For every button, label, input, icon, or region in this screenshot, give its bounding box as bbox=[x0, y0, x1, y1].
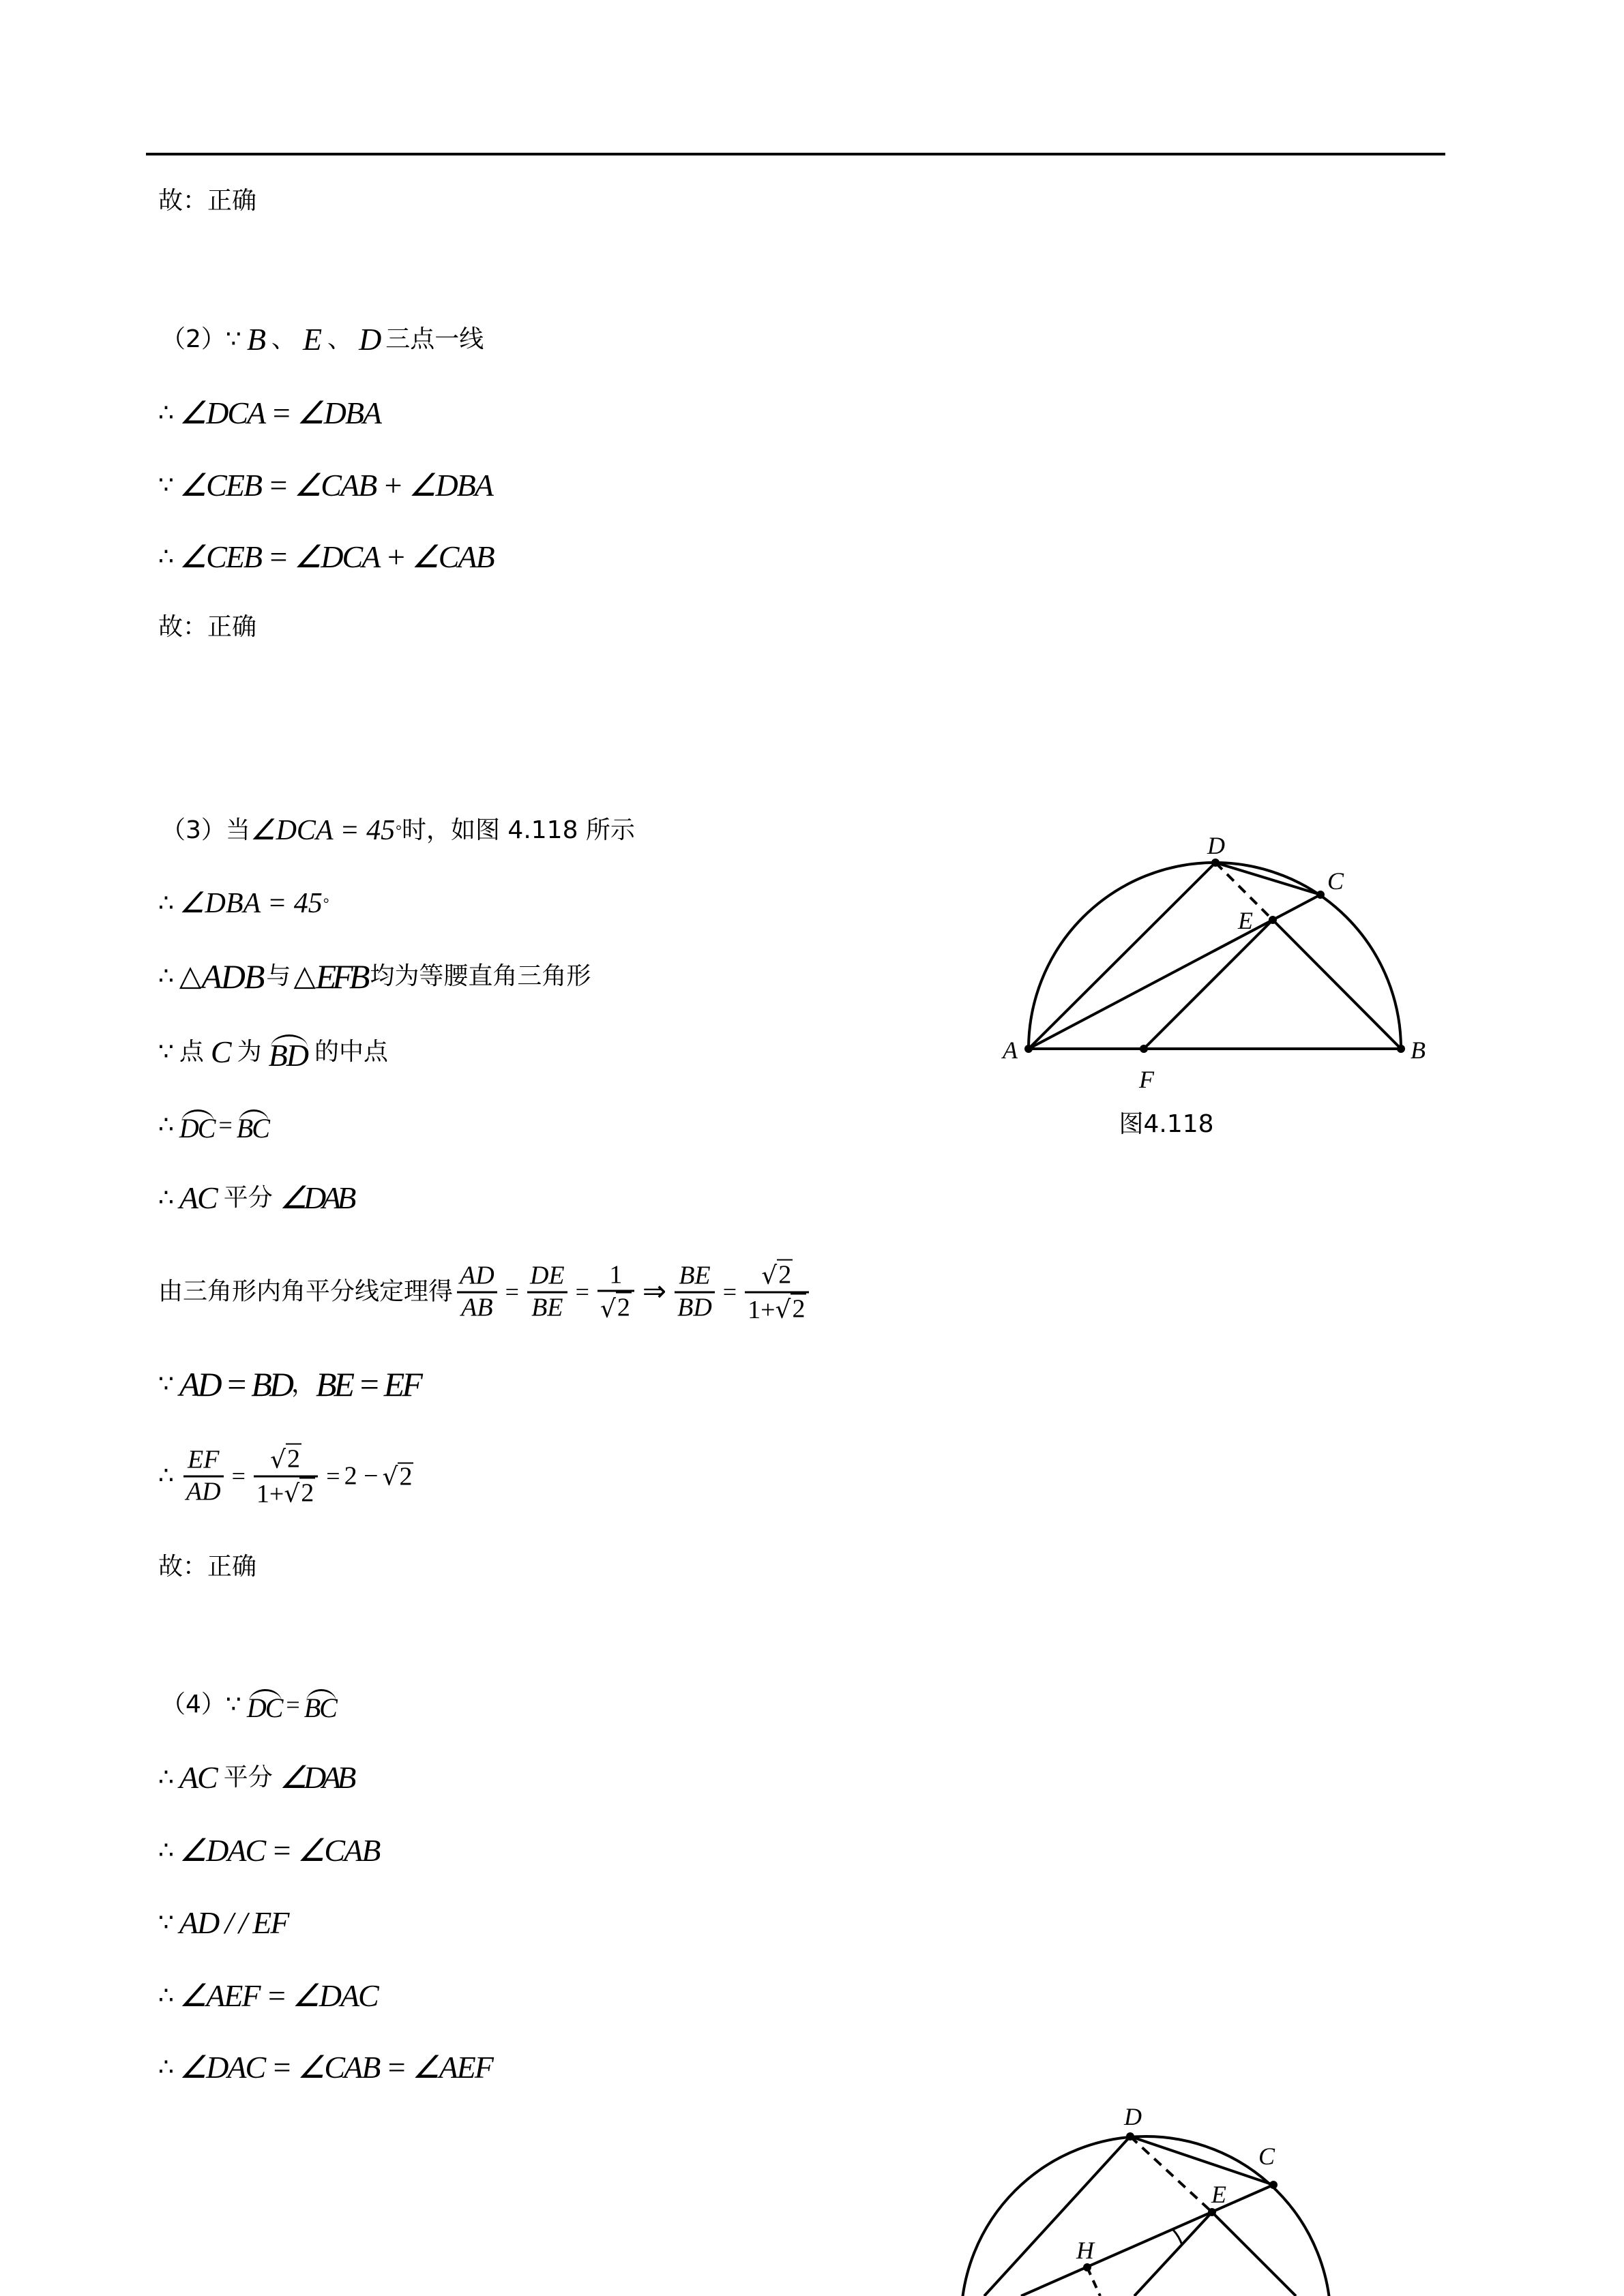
segment-c-e-h bbox=[1021, 2185, 1273, 2296]
section3-line-4: ∴ DC = BC bbox=[158, 1108, 269, 1142]
figure-2 bbox=[961, 2136, 1331, 2296]
section4-heading: （4） ∵ DC = BC bbox=[161, 1688, 336, 1722]
section3-line-7: ∵ AD = BD ， BE = EF bbox=[158, 1365, 420, 1403]
label-b: B bbox=[1411, 1037, 1426, 1064]
section2-line-2: ∵ ∠CEB = ∠CAB + ∠DBA bbox=[158, 468, 492, 503]
section2-line-1: ∴ ∠DCA = ∠DBA bbox=[158, 396, 381, 430]
fraction-1-sqrt2: 1 √ 2 bbox=[597, 1260, 634, 1324]
label-h-2: H bbox=[1076, 2237, 1094, 2264]
label-d: D bbox=[1207, 832, 1225, 859]
figure-caption: 图4.118 bbox=[1119, 1110, 1214, 1138]
arc-bc: BC bbox=[237, 1108, 269, 1142]
section4-line-3: ∵ AD / / EF bbox=[158, 1905, 289, 1940]
fraction-ef-ad: $\frac{EF}{AD}$ bbox=[183, 1446, 224, 1507]
section3-conclusion: 故：正确 bbox=[158, 1553, 257, 1581]
segment-ac bbox=[1029, 895, 1320, 1049]
section3-line-1: ∴ ∠DBA = 45 ° bbox=[158, 888, 329, 919]
section4-line-4: ∴ ∠AEF = ∠DAC bbox=[158, 1978, 378, 2013]
arc-dc: DC bbox=[247, 1688, 282, 1722]
fraction-de-be: $\frac{DE}{BE}$ bbox=[527, 1262, 567, 1323]
segment-eb bbox=[1273, 920, 1401, 1049]
angle-mark bbox=[1173, 2230, 1182, 2245]
section2-line-3: ∴ ∠CEB = ∠DCA + ∠CAB bbox=[158, 539, 494, 574]
section3-heading: （3） 当 ∠DCA = 45 ° 时，如图 4.118 所示 bbox=[161, 815, 635, 846]
segment-ef bbox=[1144, 920, 1273, 1049]
section3-line-3: ∵ 点 C 为 BD 的中点 bbox=[158, 1034, 388, 1073]
section4-line-5: ∴ ∠DAC = ∠CAB = ∠AEF bbox=[158, 2050, 492, 2085]
circle bbox=[961, 2136, 1331, 2296]
semicircle-arc bbox=[1029, 863, 1401, 1049]
section3-line-5: ∴ AC 平分 ∠DAB bbox=[158, 1180, 353, 1215]
section4-line-2: ∴ ∠DAC = ∠CAB bbox=[158, 1833, 380, 1868]
figure-4-118-points bbox=[1024, 859, 1405, 1053]
segment-eb bbox=[1212, 2212, 1296, 2296]
section1-conclusion: 故：正确 bbox=[158, 187, 257, 215]
label-c: C bbox=[1327, 867, 1344, 895]
fraction-be-bd: $\frac{BE}{BD}$ bbox=[675, 1262, 715, 1323]
arc-bc: BC bbox=[304, 1688, 336, 1722]
section2-heading: （2） ∵ B 、 E 、 D 三点一线 bbox=[161, 322, 484, 357]
arc-dc: DC bbox=[179, 1108, 215, 1142]
figure-4-118 bbox=[1029, 863, 1401, 1049]
segment-h-dashed bbox=[1087, 2267, 1100, 2296]
label-e: E bbox=[1238, 907, 1253, 934]
arc-bd: BD bbox=[269, 1033, 308, 1071]
label-d-2: D bbox=[1124, 2103, 1142, 2130]
fraction-sqrt2-1plussqrt2: √ 2 1+ √ 2 bbox=[745, 1259, 809, 1326]
section3-line-6-bisector-theorem: 由三角形内角平分线定理得 $\frac{AD}{AB}$ = $\frac{DE}{BE}$ = 1 √ 2 ⇒ $\frac{BE}{BD}$ = √ 2 1+ √ 2 bbox=[158, 1259, 813, 1326]
label-a: A bbox=[1003, 1037, 1018, 1064]
fraction-ad-ab: $\frac{AD}{AB}$ bbox=[457, 1262, 497, 1323]
label-c-2: C bbox=[1258, 2143, 1275, 2170]
label-f: F bbox=[1139, 1066, 1154, 1093]
section4-line-1: ∴ AC 平分 ∠DAB bbox=[158, 1760, 353, 1795]
segment-ad bbox=[1029, 863, 1215, 1049]
fraction-sqrt2-1plussqrt2-b: √ 2 1+ √ 2 bbox=[254, 1444, 318, 1510]
segment-ef bbox=[1134, 2212, 1212, 2296]
section3-line-8: ∴ $\frac{EF}{AD}$ = √ 2 1+ √ 2 = 2 − √ 2 bbox=[158, 1444, 413, 1508]
segment-de-dashed bbox=[1130, 2136, 1212, 2212]
label-e-2: E bbox=[1211, 2181, 1226, 2208]
section2-conclusion: 故：正确 bbox=[158, 613, 257, 641]
section3-line-2: ∴ △ ADB 与 △ EFB 均为等腰直角三角形 bbox=[158, 957, 591, 996]
